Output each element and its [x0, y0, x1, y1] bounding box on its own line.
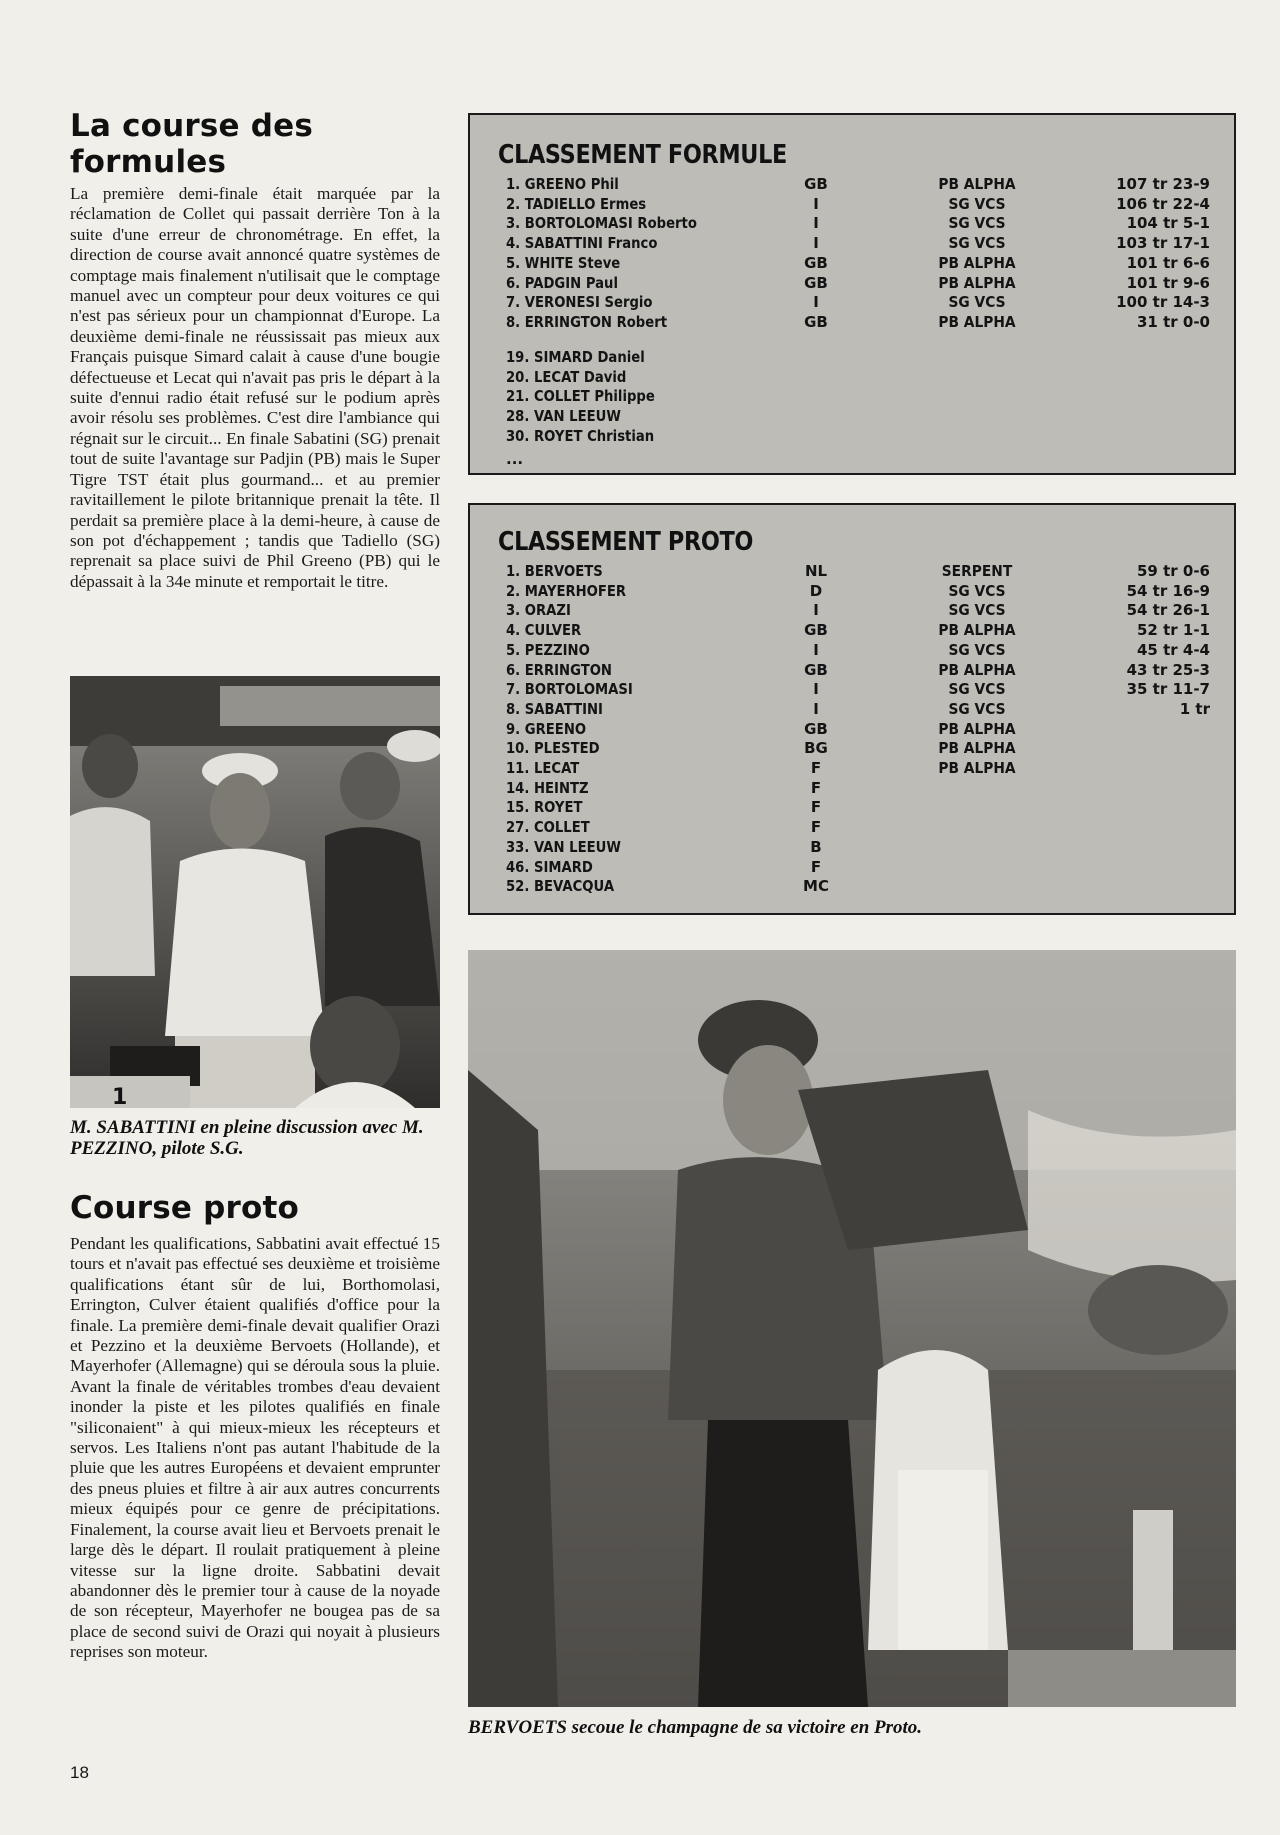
cell-nat: GB — [804, 621, 828, 640]
table-row — [470, 641, 1234, 660]
cell-name: 15. ROYET — [506, 798, 583, 817]
table-classement-formule — [468, 113, 1236, 475]
cell-nat: F — [810, 759, 822, 777]
cell-name: 19. SIMARD Daniel — [506, 348, 645, 366]
cell-name: 3. BORTOLOMASI Roberto — [506, 214, 697, 233]
table-row — [470, 700, 1234, 719]
table-row — [470, 234, 1234, 253]
cell-name: 8. SABATTINI — [506, 699, 603, 718]
cell-name: 7. VERONESI Sergio — [506, 293, 653, 312]
section-title-proto: Course proto — [70, 1190, 299, 1226]
cell-nat: F — [810, 778, 822, 797]
table-proto-title: CLASSEMENT PROTO — [498, 527, 754, 557]
cell-name: 33. VAN LEEUW — [506, 837, 621, 856]
cell-nat: I — [813, 234, 819, 253]
cell-car: SG VCS — [948, 194, 1006, 213]
cell-name: 7. BORTOLOMASI — [506, 680, 633, 699]
article-proto-text: Pendant les qualifications, Sabbatini avait effectué 15 tours et n'avait pas effectué ses deuxième et troisième qualifications étant sûr de lui, Borthomolasi, Errington, Culver étaient qualifiés d'office pour la finale. La première demi-finale devait qualifier Orazi et Pezzino et la deuxième Bervoets (Hollande), et Mayerhofer (Allemagne) qui se déroula sous la pluie. Avant la finale de véritables trombes d'eau devaient inonder la piste et les pilotes qualifiés en finale "siliconaient" à qui mieux-mieux les récepteurs et servos. Les Italiens n'ont pas autant l'habitude de la pluie que les autres Européens et devaient emprunter des pneus pluies et filtre à air aux autres concurrents mieux équipés pour ce genre de précipitations. Finalement, la course avait lieu et Bervoets prenait le large dès le départ. Il roulait pratiquement à pleine vitesse sur la ligne droite. Sabbatini devait abandonner dès le premier tour à cause de la noyade de son récepteur, Mayerhofer ne bougea pas de sa place de second suivi de Orazi qui noyait à plusieurs reprises son moteur. — [70, 1234, 440, 1662]
cell-name: 52. BEVACQUA — [506, 877, 615, 896]
cell-car: PB ALPHA — [938, 759, 1016, 777]
cell-car: SG VCS — [948, 234, 1006, 253]
cell-nat: MC — [803, 877, 829, 896]
cell-car: PB ALPHA — [938, 175, 1016, 193]
cell-name: 28. VAN LEEUW — [506, 407, 621, 426]
cell-name: 20. LECAT David — [506, 367, 627, 386]
cell-result: 104 tr 5-1 — [1126, 214, 1210, 233]
cell-car: PB ALPHA — [938, 253, 1016, 272]
cell-name: 2. MAYERHOFER — [506, 581, 627, 600]
table-row — [470, 562, 1234, 581]
cell-nat: GB — [804, 175, 828, 193]
table-row — [470, 387, 1234, 406]
cell-result: 103 tr 17-1 — [1116, 234, 1210, 253]
table-row — [470, 348, 1234, 367]
table-row — [470, 427, 1234, 446]
table-row — [470, 661, 1234, 680]
article-formules — [70, 108, 440, 592]
cell-car: SG VCS — [948, 699, 1006, 718]
cell-nat: I — [813, 293, 819, 312]
cell-nat: GB — [804, 660, 828, 679]
article-formules-text: La première demi-finale était marquée par la réclamation de Collet qui passait derrière Ton à la suite d'une erreur de chronométrage. En effet, la direction de course avait annoncé quatre systèmes de comptage mais finalement n'utilisait que le comptage manuel avec un compteur pour deux voitures ce qui n'est pas sérieux pour un championnat d'Europe. La deuxième demi-finale ne réussissait pas mieux aux Français puisque Simard calait à cause d'une bougie défectueuse et Lecat qui n'avait pas pris le départ à la suite d'ennui radio était refusé sur le podium après avoir résolu ses problèmes. C'est dire l'ambiance qui régnait sur le circuit... En finale Sabatini (SG) prenait tout de suite l'avantage sur Padjin (PB) mais le Super Tigre TST était plus gourmand... et au premier ravitaillement le pilote britannique prenait la tête. Il perdait sa première place à la demi-heure, à cause de son pot d'échappement ; tandis que Tadiello (SG) reprenait sa place suivi de Phil Greeno (PB) qui le dépassait à la 34e minute et remportait le titre. — [70, 184, 440, 591]
cell-nat: F — [810, 857, 822, 876]
cell-nat: I — [813, 680, 819, 699]
cell-nat: F — [810, 818, 822, 837]
page-number: 18 — [70, 1763, 89, 1782]
cell-name: 4. SABATTINI Franco — [506, 234, 658, 253]
cell-car: SG VCS — [948, 601, 1006, 620]
cell-name: 10. PLESTED — [506, 739, 600, 758]
cell-name: 21. COLLET Philippe — [506, 387, 655, 406]
section-title-formules: La course des formules — [70, 108, 314, 180]
cell-result: 45 tr 4-4 — [1137, 640, 1210, 659]
table-row — [470, 739, 1234, 758]
table-row — [470, 293, 1234, 312]
cell-result: 52 tr 1-1 — [1137, 621, 1210, 640]
cell-car: PB ALPHA — [938, 719, 1016, 738]
table-row — [470, 368, 1234, 387]
cell-car: SG VCS — [948, 680, 1006, 699]
cell-result: 101 tr 6-6 — [1126, 253, 1210, 272]
cell-nat: I — [813, 601, 819, 620]
cell-name: 5. PEZZINO — [506, 640, 590, 659]
cell-result: 54 tr 26-1 — [1126, 601, 1210, 620]
cell-nat: I — [813, 194, 819, 213]
cell-result: 100 tr 14-3 — [1116, 293, 1210, 312]
table-row — [470, 313, 1234, 332]
table-row — [470, 818, 1234, 837]
table-row — [470, 621, 1234, 640]
cell-car: SG VCS — [948, 293, 1006, 312]
table-row — [470, 214, 1234, 233]
cell-name: 11. LECAT — [506, 759, 580, 777]
photo-bervoets-champagne — [468, 950, 1236, 1707]
table-row — [470, 175, 1234, 194]
cell-name: 1. BERVOETS — [506, 562, 603, 580]
cell-nat: GB — [804, 719, 828, 738]
photo-sabattini-pezzino — [70, 676, 440, 1108]
table-row — [470, 407, 1234, 426]
cell-nat: GB — [804, 312, 828, 331]
cell-result: 101 tr 9-6 — [1126, 273, 1210, 292]
cell-nat: I — [813, 699, 819, 718]
cell-nat: I — [813, 640, 819, 659]
table-row — [470, 798, 1234, 817]
cell-nat: I — [813, 214, 819, 233]
cell-name: 6. PADGIN Paul — [506, 273, 618, 292]
cell-nat: D — [809, 581, 823, 600]
cell-car: SG VCS — [948, 581, 1006, 600]
table-classement-proto — [468, 503, 1236, 915]
cell-name: 6. ERRINGTON — [506, 660, 612, 679]
table-row — [470, 858, 1234, 877]
table-row — [470, 838, 1234, 857]
cell-result: 31 tr 0-0 — [1137, 312, 1210, 331]
cell-result: 1 tr — [1179, 699, 1210, 718]
cell-name: 9. GREENO — [506, 719, 587, 738]
table-row — [470, 274, 1234, 293]
cell-name: 2. TADIELLO Ermes — [506, 194, 647, 213]
cell-name: 5. WHITE Steve — [506, 253, 621, 272]
svg-text:1: 1 — [112, 1085, 128, 1108]
table-row — [470, 720, 1234, 739]
cell-result: 35 tr 11-7 — [1126, 680, 1210, 699]
cell-car: SERPENT — [941, 562, 1013, 580]
cell-name: 4. CULVER — [506, 621, 582, 640]
table-formule-title: CLASSEMENT FORMULE — [498, 140, 787, 170]
cell-car: PB ALPHA — [938, 621, 1016, 640]
cell-name: 14. HEINTZ — [506, 778, 589, 797]
article-proto — [70, 1190, 440, 1663]
cell-car: PB ALPHA — [938, 273, 1016, 292]
cell-name: 8. ERRINGTON Robert — [506, 312, 668, 331]
cell-name: 1. GREENO Phil — [506, 175, 619, 193]
table-formule-ellipsis: ... — [506, 450, 524, 468]
cell-nat: GB — [804, 273, 828, 292]
table-row — [470, 195, 1234, 214]
cell-name: 3. ORAZI — [506, 601, 571, 620]
photo-right-caption: BERVOETS secoue le champagne de sa victoire en Proto. — [468, 1717, 923, 1738]
cell-car: SG VCS — [948, 640, 1006, 659]
table-row — [470, 601, 1234, 620]
cell-result: 54 tr 16-9 — [1126, 581, 1210, 600]
table-row — [470, 582, 1234, 601]
cell-car: PB ALPHA — [938, 739, 1016, 758]
cell-car: PB ALPHA — [938, 660, 1016, 679]
cell-nat: BG — [804, 739, 828, 758]
table-row — [470, 877, 1234, 896]
cell-name: 30. ROYET Christian — [506, 426, 655, 445]
cell-name: 27. COLLET — [506, 818, 590, 837]
table-row — [470, 680, 1234, 699]
cell-result: 43 tr 25-3 — [1126, 660, 1210, 679]
photo-left-caption: M. SABATTINI en pleine discussion avec M. PEZZINO, pilote S.G. — [70, 1117, 424, 1159]
cell-nat: GB — [804, 253, 828, 272]
table-row — [470, 759, 1234, 778]
cell-result: 106 tr 22-4 — [1116, 194, 1210, 213]
cell-nat: B — [810, 837, 822, 856]
cell-car: SG VCS — [948, 214, 1006, 233]
table-row — [470, 254, 1234, 273]
cell-result: 59 tr 0-6 — [1137, 562, 1210, 580]
cell-nat: NL — [804, 562, 828, 580]
table-row — [470, 779, 1234, 798]
cell-nat: F — [810, 798, 822, 817]
cell-car: PB ALPHA — [938, 312, 1016, 331]
cell-result: 107 tr 23-9 — [1116, 175, 1210, 193]
cell-name: 46. SIMARD — [506, 857, 593, 876]
